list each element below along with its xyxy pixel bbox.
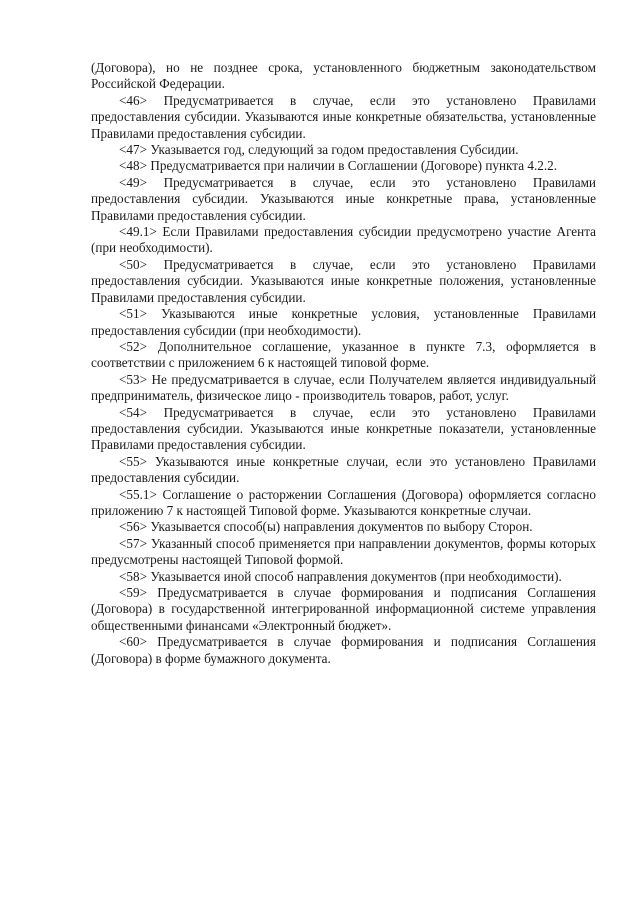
- footnote-55-1: <55.1> Соглашение о расторжении Соглашения (Договора) оформляется согласно приложению 7 к настоящей Типовой форме. Указываются конкретные случаи.: [91, 486, 596, 518]
- footnote-48: <48> Предусматривается при наличии в Соглашении (Договоре) пункта 4.2.2.: [119, 158, 558, 174]
- footnote-46: <46> Предусматривается в случае, если это установлено Правилами предоставления субсидии. Указываются иные конкретные обязательства, установленные Правилами предоставления субсидии.: [91, 92, 596, 141]
- footnote-51: <51> Указываются иные конкретные условия, установленные Правилами предоставления субсидии (при необходимости).: [91, 306, 596, 338]
- footnotes-text: [91, 60, 596, 667]
- footnote-52: <52> Дополнительное соглашение, указанное в пункте 7.3, оформляется в соответствии с приложением 6 к настоящей типовой форме.: [91, 338, 596, 371]
- footnote-49-1: <49.1> Если Правилами предоставления субсидии предусмотрено участие Агента (при необходимости).: [91, 224, 596, 256]
- footnote-55: <55> Указываются иные конкретные случаи, если это установлено Правилами предоставления субсидии.: [91, 453, 596, 486]
- footnote-58: <58> Указывается иной способ направления документов (при необходимости).: [119, 568, 562, 584]
- footnote-56: <56> Указывается способ(ы) направления документов по выбору Сторон.: [119, 519, 533, 535]
- footnote-60: <60> Предусматривается в случае формирования и подписания Соглашения (Договора) в форме бумажного документа.: [91, 634, 596, 666]
- footnote-47: <47> Указывается год, следующий за годом предоставления Субсидии.: [119, 142, 519, 158]
- footnote-49: <49> Предусматривается в случае, если это установлено Правилами предоставления субсидии. Указываются иные конкретные права, установленные Правилами предоставления субсидии.: [91, 174, 596, 223]
- footnote-54: <54> Предусматривается в случае, если это установлено Правилами предоставления субсидии. Указываются иные конкретные показатели, установленные Правилами предоставления субсидии.: [91, 404, 596, 453]
- footnote-53: <53> Не предусматривается в случае, если Получателем является индивидуальный предприниматель, физическое лицо - производитель товаров, работ, услуг.: [91, 371, 596, 404]
- paragraph-continuation: (Договора), но не позднее срока, установленного бюджетным законодательством Российской Федерации.: [91, 60, 596, 92]
- footnote-57: <57> Указанный способ применяется при направлении документов, формы которых предусмотрены настоящей Типовой формой.: [91, 535, 596, 568]
- footnote-59: <59> Предусматривается в случае формирования и подписания Соглашения (Договора) в государственной интегрированной информационной системе управления общественными финансами «Электронный бюджет».: [91, 585, 596, 633]
- footnote-50: <50> Предусматривается в случае, если это установлено Правилами предоставления субсидии. Указываются иные конкретные положения, установленные Правилами предоставления субсидии.: [91, 256, 596, 305]
